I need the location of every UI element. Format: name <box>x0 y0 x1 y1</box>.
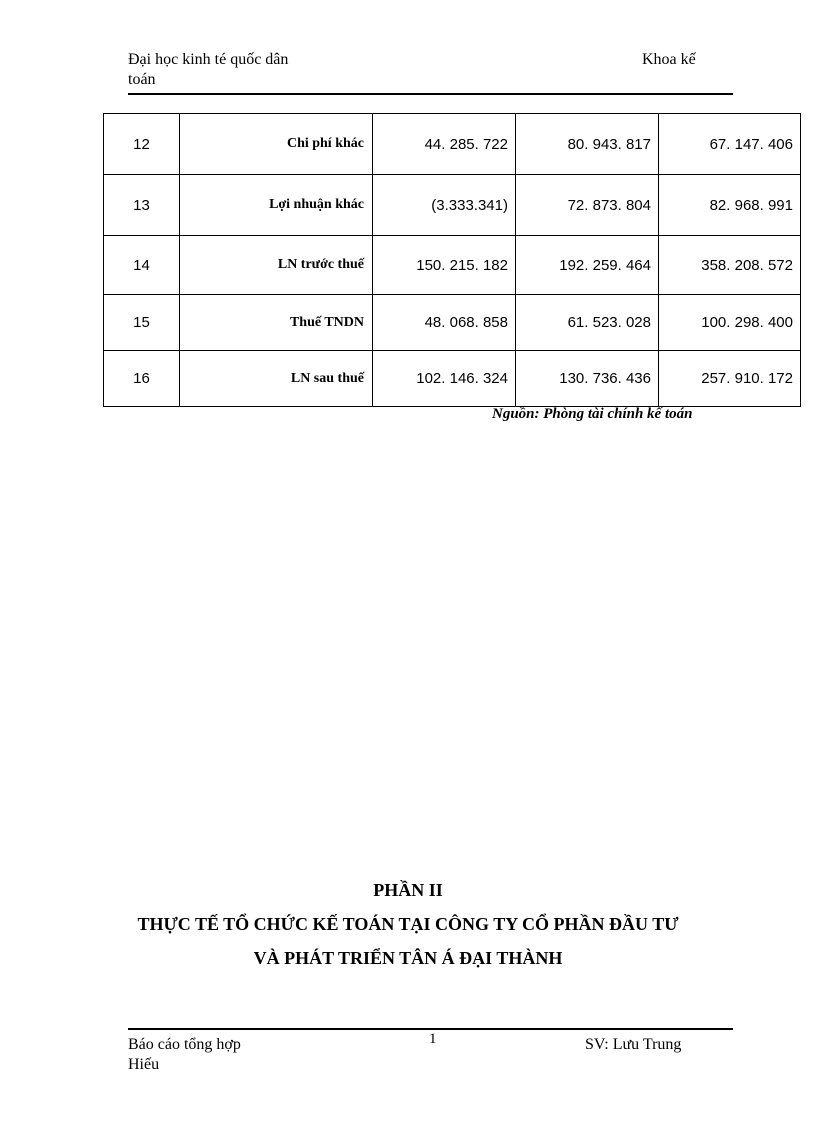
footer-report-title-wrap: Hiếu <box>128 1056 160 1073</box>
row-number: 13 <box>104 175 180 236</box>
footer-left <box>128 1035 328 1075</box>
row-label: LN sau thuế <box>180 351 373 407</box>
row-value-3: 257. 910. 172 <box>659 351 801 407</box>
row-value-1: (3.333.341) <box>373 175 516 236</box>
table-row <box>104 351 801 407</box>
row-number: 16 <box>104 351 180 407</box>
table-source-note: Nguồn: Phòng tài chính kế toán <box>492 406 693 422</box>
part-heading: PHẦN II <box>373 880 443 900</box>
header-school-name: Đại học kinh té quốc dân <box>128 51 289 68</box>
part-title-line-1: THỰC TẾ TỔ CHỨC KẾ TOÁN TẠI CÔNG TY CỔ PHẦN ĐẦU TƯ <box>137 914 679 934</box>
row-value-2: 192. 259. 464 <box>516 236 659 295</box>
row-value-2: 72. 873. 804 <box>516 175 659 236</box>
row-label: LN trước thuế <box>180 236 373 295</box>
table-row <box>104 114 801 175</box>
part-title-line-2: VÀ PHÁT TRIỂN TÂN Á ĐẠI THÀNH <box>253 948 563 968</box>
row-number: 12 <box>104 114 180 175</box>
row-value-2: 80. 943. 817 <box>516 114 659 175</box>
header-faculty: Khoa kế <box>642 51 696 68</box>
table-row <box>104 295 801 351</box>
row-value-3: 82. 968. 991 <box>659 175 801 236</box>
row-value-3: 100. 298. 400 <box>659 295 801 351</box>
header-left <box>128 50 348 90</box>
row-label: Lợi nhuận khác <box>180 175 373 236</box>
row-value-1: 44. 285. 722 <box>373 114 516 175</box>
table-row <box>104 175 801 236</box>
footer-rule <box>128 1028 733 1030</box>
footer-report-title: Báo cáo tổng hợp <box>128 1036 241 1053</box>
header-rule <box>128 93 733 95</box>
header-school-name-wrap: toán <box>128 71 156 88</box>
row-value-1: 102. 146. 324 <box>373 351 516 407</box>
row-label: Thuế TNDN <box>180 295 373 351</box>
row-number: 15 <box>104 295 180 351</box>
row-value-2: 61. 523. 028 <box>516 295 659 351</box>
row-value-2: 130. 736. 436 <box>516 351 659 407</box>
financial-table <box>103 113 801 407</box>
row-label: Chi phí khác <box>180 114 373 175</box>
row-value-1: 48. 068. 858 <box>373 295 516 351</box>
page-number: 1 <box>429 1031 437 1047</box>
row-value-3: 358. 208. 572 <box>659 236 801 295</box>
row-number: 14 <box>104 236 180 295</box>
row-value-3: 67. 147. 406 <box>659 114 801 175</box>
footer-student: SV: Lưu Trung <box>585 1036 682 1053</box>
table-row <box>104 236 801 295</box>
row-value-1: 150. 215. 182 <box>373 236 516 295</box>
